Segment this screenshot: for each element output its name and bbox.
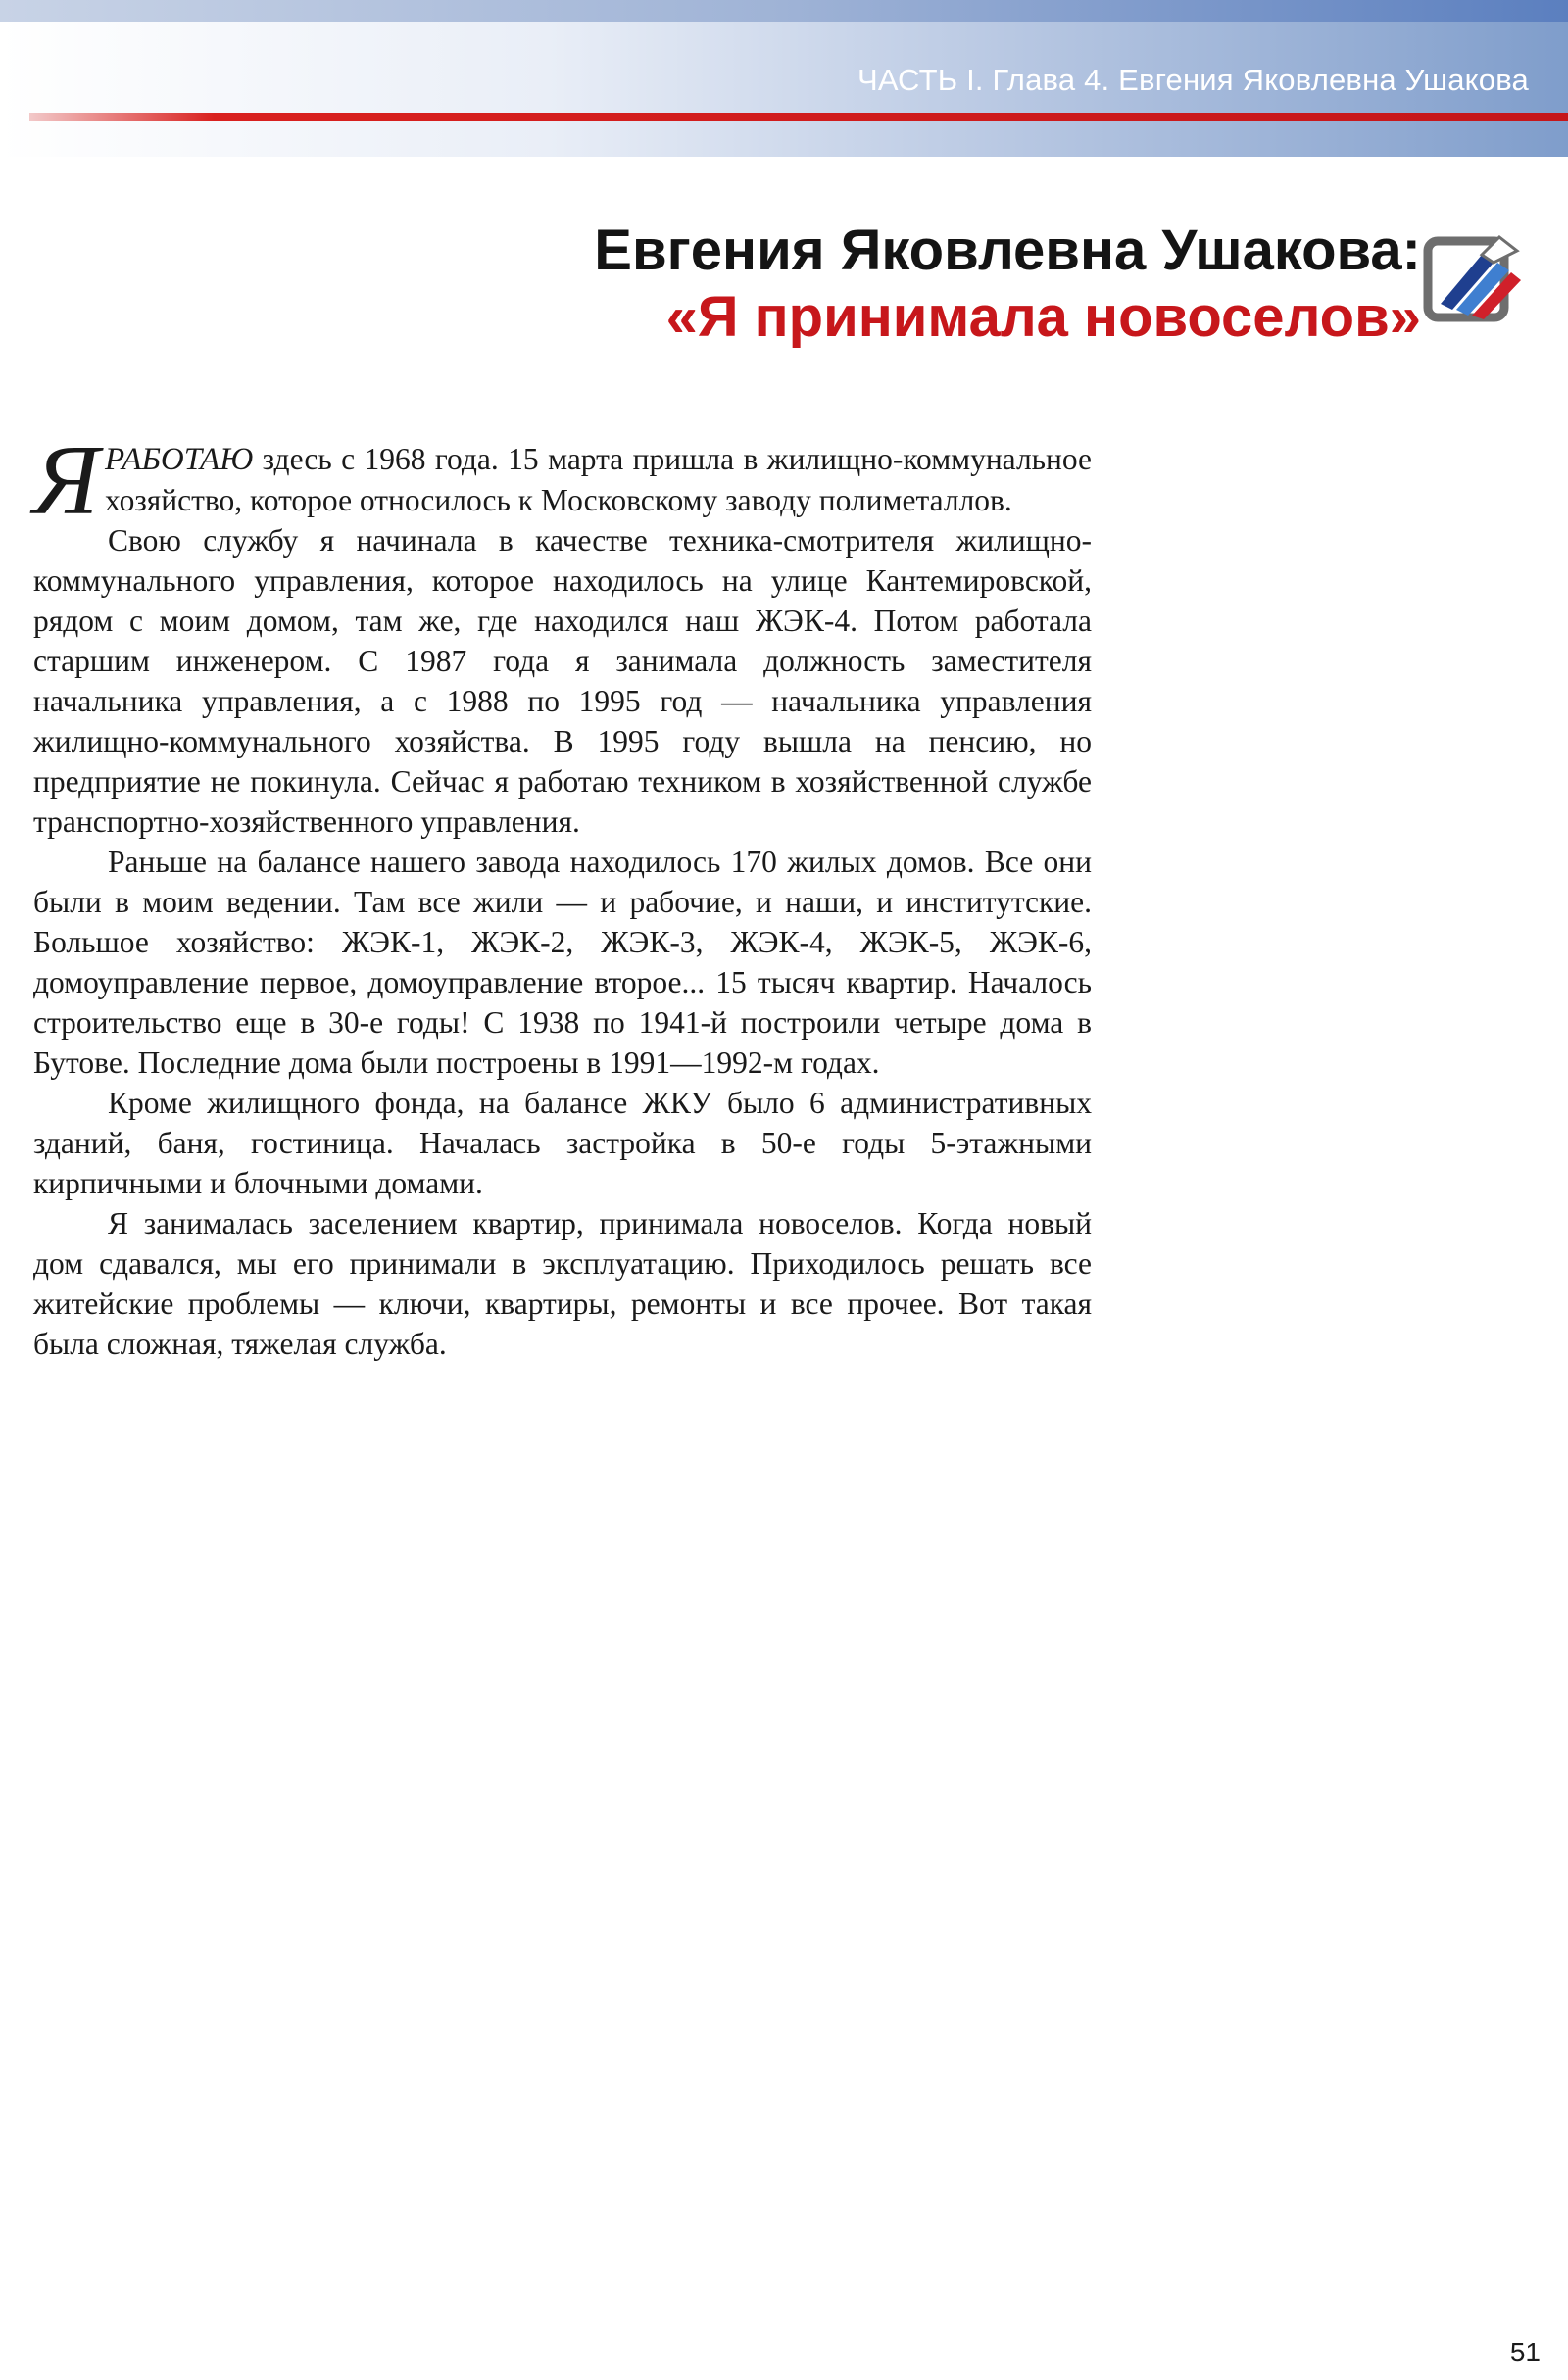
page-number: 51 bbox=[1509, 2337, 1541, 2367]
chapter-title bbox=[594, 218, 1421, 351]
paragraph-2: Свою службу я начинала в качестве техника-смотрителя жилищно-коммунального управления, которое находилось на улице Кантемировской, рядом с моим домом, там же, где находился наш ЖЭК-4. Потом работала старшим инженером. С 1987 года я занимала должность заместителя начальника управления, а с 1988 по 1995 год — начальника управления жилищно-коммунального хозяйства. В 1995 году вышла на пенсию, но предприятие не покинула. Сейчас я работаю техником в хозяйственной службе транспортно-хозяйственного управления. bbox=[33, 523, 1092, 839]
paragraph-4: Кроме жилищного фонда, на балансе ЖКУ было 6 административных зданий, баня, гостиница. Началась застройка в 50-е годы 5-этажными кирпичными и блочными домами. bbox=[33, 1086, 1092, 1200]
header-red-stripe bbox=[29, 113, 1568, 121]
paragraph-1 bbox=[33, 425, 1092, 536]
paragraph-1-text: здесь с 1968 года. 15 марта пришла в жилищно-коммунальное хозяйство, которое относилось к Московскому заводу полиметаллов. bbox=[105, 442, 1092, 517]
title-name: Евгения Яковлевна Ушакова: bbox=[594, 219, 1421, 282]
article-body bbox=[33, 425, 1092, 1364]
paragraph-5: Я занималась заселением квартир, принимала новоселов. Когда новый дом сдавался, мы его принимали в эксплуатацию. Приходилось решать все житейские проблемы — ключи, квартиры, ремонты и все прочее. Вот такая была сложная, тяжелая служба. bbox=[33, 1206, 1092, 1361]
lead-in-caps: РАБОТАЮ bbox=[105, 442, 254, 477]
title-quote: «Я принимала новоселов» bbox=[665, 285, 1421, 349]
drop-cap: Я bbox=[33, 425, 100, 536]
header-top-stripe bbox=[0, 0, 1568, 22]
book-pen-icon bbox=[1423, 233, 1525, 323]
running-title: ЧАСТЬ I. Глава 4. Евгения Яковлевна Ушакова bbox=[858, 63, 1529, 97]
paragraph-3: Раньше на балансе нашего завода находилось 170 жилых домов. Все они были в моим ведении. Там все жили — и рабочие, и наши, и институтские. Большое хозяйство: ЖЭК-1, ЖЭК-2, ЖЭК-3, ЖЭК-4, ЖЭК-5, ЖЭК-6, домоуправление первое, домоуправление второе... 15 тысяч квартир. Началось строительство еще в 30-е годы! С 1938 по 1941-й построили четыре дома в Бутове. Последние дома были построены в 1991—1992-м годах. bbox=[33, 845, 1092, 1080]
